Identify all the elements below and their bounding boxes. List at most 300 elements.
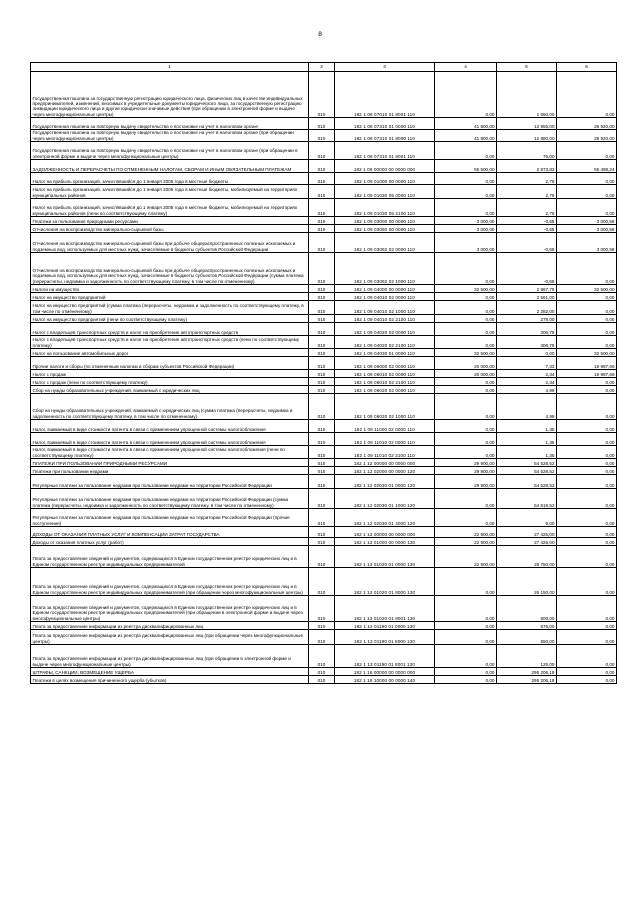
- table-row: [31, 645, 617, 668]
- row-approved-cell: 0,00: [435, 394, 497, 420]
- row-executed-cell: 27 425,00: [497, 527, 557, 538]
- row-name-cell: Плата за предоставление информации из реестра дисквалифицированных лиц (при обращении в электронной форме и выдаче через многофункциональные центры): [31, 645, 309, 668]
- row-unexecuted-cell: 0,00: [557, 527, 617, 538]
- row-code-cell: 010: [309, 72, 335, 118]
- row-code-cell: 010: [309, 475, 335, 489]
- row-name-cell: Платежи за пользование природными ресурсами: [31, 217, 309, 225]
- revenue-table: [30, 62, 617, 684]
- row-executed-cell: -0,58: [497, 233, 557, 253]
- row-unexecuted-cell: 0,00: [557, 459, 617, 467]
- row-approved-cell: 55 500,00: [435, 160, 497, 173]
- row-code-cell: 010: [309, 676, 335, 684]
- row-approved-cell: 0,00: [435, 622, 497, 630]
- row-name-cell: ЗАДОЛЖЕННОСТЬ И ПЕРЕРАСЧЕТЫ ПО ОТМЕНЕННЫМ НАЛОГАМ, СБОРАМ И ИНЫМ ОБЯЗАТЕЛЬНЫМ ПЛАТЕЖАМ: [31, 160, 309, 173]
- row-code-cell: 010: [309, 596, 335, 622]
- row-name-cell: Регулярные платежи за пользование недрами при пользовании недрами на территории Российской Федерации: [31, 475, 309, 489]
- row-kbk-cell: 182 1 09 01030 05 2100 110: [335, 199, 435, 217]
- row-executed-cell: 1,35: [497, 446, 557, 459]
- row-unexecuted-cell: 0,00: [557, 142, 617, 160]
- row-code-cell: 010: [309, 130, 335, 142]
- row-unexecuted-cell: 0,00: [557, 668, 617, 676]
- row-approved-cell: 20 000,00: [435, 370, 497, 378]
- row-name-cell: Налог на пользование автомобильных дорог: [31, 349, 309, 357]
- row-name-cell: Налог с продаж: [31, 370, 309, 378]
- table-row: [31, 160, 617, 173]
- row-name-cell: Налог на прибыль организаций, зачислявшийся до 1 января 2005 года в местные бюджеты, мобилизуемый на территориях муниципальных районов (пени по соответствующему платежу): [31, 199, 309, 217]
- table-row: [31, 475, 617, 489]
- row-unexecuted-cell: 0,00: [557, 253, 617, 285]
- row-code-cell: 010: [309, 357, 335, 370]
- table-row: [31, 225, 617, 233]
- row-executed-cell: 306,79: [497, 336, 557, 349]
- row-unexecuted-cell: 19 997,66: [557, 357, 617, 370]
- row-code-cell: 010: [309, 645, 335, 668]
- row-unexecuted-cell: 0,00: [557, 645, 617, 668]
- row-unexecuted-cell: 32 500,00: [557, 285, 617, 293]
- row-unexecuted-cell: 0,00: [557, 622, 617, 630]
- row-approved-cell: 0,00: [435, 386, 497, 394]
- row-executed-cell: 12 880,00: [497, 130, 557, 142]
- row-approved-cell: 0,00: [435, 596, 497, 622]
- column-header: 4: [435, 63, 497, 72]
- row-executed-cell: 54 528,52: [497, 459, 557, 467]
- row-kbk-cell: 182 1 09 06010 02 2100 110: [335, 378, 435, 386]
- row-kbk-cell: 182 1 13 01020 01 0000 130: [335, 546, 435, 568]
- row-executed-cell: 2,34: [497, 370, 557, 378]
- row-executed-cell: 1,35: [497, 433, 557, 446]
- row-executed-cell: 295 206,19: [497, 676, 557, 684]
- row-approved-cell: 0,00: [435, 446, 497, 459]
- row-kbk-cell: 182 1 13 01190 01 0000 130: [335, 622, 435, 630]
- row-code-cell: 010: [309, 568, 335, 596]
- row-code-cell: 010: [309, 185, 335, 199]
- row-approved-cell: 0,00: [435, 293, 497, 301]
- row-executed-cell: 7,33: [497, 357, 557, 370]
- row-kbk-cell: 182 1 09 00000 00 0000 000: [335, 160, 435, 173]
- row-code-cell: 010: [309, 336, 335, 349]
- table-row: [31, 142, 617, 160]
- row-kbk-cell: 182 1 09 03082 02 0000 110: [335, 233, 435, 253]
- row-kbk-cell: 182 1 09 04010 02 2100 110: [335, 315, 435, 323]
- row-executed-cell: 54 519,52: [497, 489, 557, 509]
- row-name-cell: Сбор на нужды образовательных учреждений, взимаемый с юридических лиц (сумма платежа (перерасчеты, недоимка и задолженность по соответствующему платежу, в том числе по отмененному): [31, 394, 309, 420]
- row-unexecuted-cell: 0,00: [557, 386, 617, 394]
- row-kbk-cell: 182 1 13 01190 01 8001 130: [335, 645, 435, 668]
- table-row: [31, 370, 617, 378]
- row-name-cell: Доходы от оказания платных услуг (работ): [31, 538, 309, 546]
- row-name-cell: Отчисления на воспроизводство минерально-сырьевой базы при добыче общераспространенных полезных ископаемых и подземных вод, используемых для местных нужд, зачисляемые в бюджеты субъектов Российской Федерации (сумма платежа (перерасчеты, недоимка и задолженность по соответствующему платежу, в том числе по отмененному): [31, 253, 309, 285]
- row-approved-cell: 0,00: [435, 378, 497, 386]
- row-code-cell: 010: [309, 446, 335, 459]
- row-name-cell: Прочие налоги и сборы (по отмененным налогам и сборам субъектов Российской Федерации): [31, 357, 309, 370]
- table-row: [31, 357, 617, 370]
- row-kbk-cell: 182 1 08 07310 01 8000 110: [335, 130, 435, 142]
- row-executed-cell: 2 867,79: [497, 285, 557, 293]
- row-code-cell: 010: [309, 301, 335, 315]
- row-name-cell: Налог с владельцев транспортных средств и налог на приобретение автотранспортных средств (пени по соответствующему платежу): [31, 336, 309, 349]
- row-name-cell: Налог на прибыль организаций, зачислявшийся до 1 января 2005 года в местные бюджеты: [31, 173, 309, 185]
- table-row: [31, 349, 617, 357]
- row-name-cell: Налог на имущество предприятий (пени по соответствующему платежу): [31, 315, 309, 323]
- column-header: 3: [335, 63, 435, 72]
- row-unexecuted-cell: 28 920,00: [557, 130, 617, 142]
- row-kbk-cell: 182 1 09 01030 05 0000 110: [335, 185, 435, 199]
- row-executed-cell: 4,99: [497, 386, 557, 394]
- row-executed-cell: 279,00: [497, 315, 557, 323]
- row-executed-cell: 600,00: [497, 596, 557, 622]
- row-executed-cell: 27 425,00: [497, 538, 557, 546]
- row-approved-cell: 22 900,00: [435, 546, 497, 568]
- table-row: [31, 253, 617, 285]
- row-unexecuted-cell: 28 920,00: [557, 118, 617, 130]
- row-kbk-cell: 182 1 09 11010 02 0000 110: [335, 433, 435, 446]
- row-executed-cell: -0,58: [497, 217, 557, 225]
- row-unexecuted-cell: 19 997,66: [557, 370, 617, 378]
- row-approved-cell: 3 000,00: [435, 233, 497, 253]
- row-executed-cell: 2,76: [497, 199, 557, 217]
- row-name-cell: Сбор на нужды образовательных учреждений, взимаемый с юридических лиц: [31, 386, 309, 394]
- row-kbk-cell: 182 1 12 02030 01 4000 120: [335, 509, 435, 527]
- row-kbk-cell: 182 1 12 02030 01 0000 120: [335, 475, 435, 489]
- row-kbk-cell: 182 1 09 03082 02 1000 110: [335, 253, 435, 285]
- row-name-cell: Государственная пошлина за повторную выдачу свидетельства о постановке на учет в налоговом органе: [31, 118, 309, 130]
- row-approved-cell: 0,00: [435, 676, 497, 684]
- row-approved-cell: 0,00: [435, 568, 497, 596]
- table-row: [31, 130, 617, 142]
- table-row: [31, 217, 617, 225]
- row-executed-cell: 1 650,00: [497, 72, 557, 118]
- table-row: [31, 293, 617, 301]
- row-kbk-cell: 182 1 08 07010 01 8001 110: [335, 72, 435, 118]
- table-row: [31, 420, 617, 433]
- row-name-cell: Плата за предоставление информации из реестра дисквалифицированных лиц (при обращении через многофункциональные центры): [31, 630, 309, 645]
- row-approved-cell: 0,00: [435, 315, 497, 323]
- row-executed-cell: 2 873,83: [497, 160, 557, 173]
- row-name-cell: Налог, взимаемый в виде стоимости патента в связи с применением упрощенной системы налогообложения: [31, 420, 309, 433]
- row-approved-cell: 32 500,00: [435, 349, 497, 357]
- row-name-cell: Налог с продаж (пени по соответствующему платежу): [31, 378, 309, 386]
- row-kbk-cell: 182 1 12 00000 00 0000 000: [335, 459, 435, 467]
- row-name-cell: Налоги на имущество: [31, 285, 309, 293]
- row-approved-cell: 0,00: [435, 630, 497, 645]
- row-kbk-cell: 182 1 09 04010 02 1000 110: [335, 301, 435, 315]
- row-kbk-cell: 182 1 09 11010 02 2100 110: [335, 446, 435, 459]
- row-name-cell: Регулярные платежи за пользование недрами при пользовании недрами на территории Российской Федерации (сумма платежа (перерасчеты, недоимка и задолженность по соответствующему платежу, в том числе по отмененному): [31, 489, 309, 509]
- row-unexecuted-cell: 0,00: [557, 199, 617, 217]
- table-row: [31, 668, 617, 676]
- table-header-row: [31, 63, 617, 72]
- row-approved-cell: 22 900,00: [435, 538, 497, 546]
- row-unexecuted-cell: 0,00: [557, 394, 617, 420]
- row-name-cell: Отчисления на воспроизводство минерально-сырьевой базы при добыче общераспространенных полезных ископаемых и подземных вод, используемых для местных нужд, зачисляемые в бюджеты субъектов Российской Федерации: [31, 233, 309, 253]
- row-kbk-cell: 182 1 09 03080 00 0000 110: [335, 225, 435, 233]
- table-row: [31, 199, 617, 217]
- row-executed-cell: 550,00: [497, 630, 557, 645]
- row-approved-cell: 32 500,00: [435, 285, 497, 293]
- row-name-cell: Налог на прибыль организаций, зачислявшийся до 1 января 2005 года в местные бюджеты, мобилизуемый на территориях муниципальных районов: [31, 185, 309, 199]
- row-executed-cell: 2,34: [497, 378, 557, 386]
- row-code-cell: 010: [309, 386, 335, 394]
- row-unexecuted-cell: 0,00: [557, 301, 617, 315]
- row-unexecuted-cell: 0,00: [557, 293, 617, 301]
- table-row: [31, 509, 617, 527]
- row-name-cell: Плата за предоставление сведений и документов, содержащихся в Едином государственном реестре юридических лиц и в Едином государственном реестре индивидуальных предпринимателей: [31, 546, 309, 568]
- row-name-cell: Плата за предоставление информации из реестра дисквалифицированных лиц: [31, 622, 309, 630]
- row-executed-cell: 295 206,19: [497, 668, 557, 676]
- row-approved-cell: 0,00: [435, 323, 497, 336]
- row-kbk-cell: 182 1 13 01190 01 8000 130: [335, 630, 435, 645]
- row-unexecuted-cell: 0,00: [557, 568, 617, 596]
- row-kbk-cell: 182 1 08 07310 01 8001 110: [335, 142, 435, 160]
- row-unexecuted-cell: 3 000,58: [557, 225, 617, 233]
- row-kbk-cell: 182 1 09 04030 01 0000 110: [335, 349, 435, 357]
- row-unexecuted-cell: 0,00: [557, 446, 617, 459]
- row-name-cell: Отчисления на воспроизводство минерально-сырьевой базы: [31, 225, 309, 233]
- row-kbk-cell: 182 1 09 04020 02 0000 110: [335, 323, 435, 336]
- row-approved-cell: 0,00: [435, 336, 497, 349]
- row-executed-cell: 2,76: [497, 185, 557, 199]
- row-kbk-cell: 182 1 13 01000 00 0000 130: [335, 538, 435, 546]
- row-code-cell: 010: [309, 630, 335, 645]
- row-unexecuted-cell: 0,00: [557, 420, 617, 433]
- row-kbk-cell: 182 1 09 03000 00 0000 110: [335, 217, 435, 225]
- table-row: [31, 538, 617, 546]
- row-approved-cell: 0,00: [435, 433, 497, 446]
- row-name-cell: Налог, взимаемый в виде стоимости патента в связи с применением упрощенной системы налогообложения: [31, 433, 309, 446]
- row-unexecuted-cell: 0,00: [557, 378, 617, 386]
- row-code-cell: 010: [309, 538, 335, 546]
- table-row: [31, 489, 617, 509]
- table-row: [31, 72, 617, 118]
- table-row: [31, 527, 617, 538]
- row-approved-cell: 0,00: [435, 185, 497, 199]
- row-unexecuted-cell: 55 498,24: [557, 160, 617, 173]
- row-unexecuted-cell: 0,00: [557, 323, 617, 336]
- row-executed-cell: 54 528,52: [497, 467, 557, 475]
- row-code-cell: 010: [309, 546, 335, 568]
- table-row: [31, 630, 617, 645]
- row-unexecuted-cell: 0,00: [557, 538, 617, 546]
- row-name-cell: Государственная пошлина за повторную выдачу свидетельства о постановке на учет в налоговом органе (при обращении в электронной форме и выдаче через многофункциональные центры): [31, 142, 309, 160]
- row-approved-cell: 0,00: [435, 645, 497, 668]
- row-kbk-cell: 182 1 09 04020 02 2100 110: [335, 336, 435, 349]
- table-row: [31, 467, 617, 475]
- row-code-cell: 010: [309, 668, 335, 676]
- row-code-cell: 010: [309, 160, 335, 173]
- table-row: [31, 446, 617, 459]
- row-name-cell: Налог, взимаемый в виде стоимости патента в связи с применением упрощенной системы налогообложения (пени по соответствующему платежу): [31, 446, 309, 459]
- row-executed-cell: 26 750,00: [497, 546, 557, 568]
- row-approved-cell: 0,00: [435, 142, 497, 160]
- row-unexecuted-cell: 0,00: [557, 630, 617, 645]
- row-kbk-cell: 182 1 12 02030 01 1000 120: [335, 489, 435, 509]
- table-row: [31, 433, 617, 446]
- row-executed-cell: 75,00: [497, 142, 557, 160]
- row-unexecuted-cell: 3 000,58: [557, 233, 617, 253]
- row-approved-cell: 22 900,00: [435, 527, 497, 538]
- row-name-cell: Регулярные платежи за пользование недрами при пользовании недрами на территории Российской Федерации (прочие поступления): [31, 509, 309, 527]
- row-kbk-cell: 182 1 13 01020 01 8001 130: [335, 596, 435, 622]
- table-row: [31, 386, 617, 394]
- row-kbk-cell: 182 1 13 00000 00 0000 000: [335, 527, 435, 538]
- row-code-cell: 010: [309, 253, 335, 285]
- table-row: [31, 622, 617, 630]
- row-code-cell: 010: [309, 394, 335, 420]
- row-executed-cell: 125,00: [497, 645, 557, 668]
- row-unexecuted-cell: 0,00: [557, 676, 617, 684]
- column-header: 2: [309, 63, 335, 72]
- row-name-cell: ДОХОДЫ ОТ ОКАЗАНИЯ ПЛАТНЫХ УСЛУГ И КОМПЕНСАЦИИ ЗАТРАТ ГОСУДАРСТВА: [31, 527, 309, 538]
- table-body: [31, 72, 617, 684]
- row-code-cell: 010: [309, 467, 335, 475]
- row-approved-cell: 0,00: [435, 199, 497, 217]
- row-unexecuted-cell: 0,00: [557, 185, 617, 199]
- column-header: 5: [497, 63, 557, 72]
- table-row: [31, 596, 617, 622]
- table-row: [31, 323, 617, 336]
- row-code-cell: 010: [309, 199, 335, 217]
- row-code-cell: 010: [309, 142, 335, 160]
- row-name-cell: Государственная пошлина за государственную регистрацию юридического лица, физических лиц в качестве индивидуальных предпринимателей, изменений, вносимых в учредительные документы юридического лица, за государственную регистрацию ликвидации юридического лица и другие юридически значимые действия (при обращении в электронной форме и выдаче через многофункциональные центры): [31, 72, 309, 118]
- row-executed-cell: 9,00: [497, 509, 557, 527]
- row-kbk-cell: 182 1 09 01000 00 0000 110: [335, 173, 435, 185]
- row-approved-cell: 0,00: [435, 489, 497, 509]
- row-kbk-cell: 182 1 09 06020 02 1000 110: [335, 394, 435, 420]
- row-approved-cell: 41 800,00: [435, 130, 497, 142]
- row-executed-cell: 54 528,52: [497, 475, 557, 489]
- row-executed-cell: 2 282,00: [497, 301, 557, 315]
- row-code-cell: 010: [309, 349, 335, 357]
- row-code-cell: 010: [309, 315, 335, 323]
- row-executed-cell: 306,79: [497, 323, 557, 336]
- row-executed-cell: 2 561,00: [497, 293, 557, 301]
- row-code-cell: 010: [309, 225, 335, 233]
- row-name-cell: ШТРАФЫ, САНКЦИИ, ВОЗМЕЩЕНИЕ УЩЕРБА: [31, 668, 309, 676]
- row-approved-cell: 29 900,00: [435, 459, 497, 467]
- row-unexecuted-cell: 32 500,00: [557, 349, 617, 357]
- row-executed-cell: 12 955,00: [497, 118, 557, 130]
- row-name-cell: Налог на имущество предприятий (сумма платежа (перерасчеты, недоимка и задолженность по соответствующему платежу, в том числе по отмененному): [31, 301, 309, 315]
- table-row: [31, 285, 617, 293]
- row-kbk-cell: 182 1 12 02000 00 0000 120: [335, 467, 435, 475]
- table-row: [31, 118, 617, 130]
- row-code-cell: 010: [309, 509, 335, 527]
- row-executed-cell: 26 150,00: [497, 568, 557, 596]
- row-approved-cell: 29 900,00: [435, 475, 497, 489]
- row-code-cell: 010: [309, 459, 335, 467]
- row-code-cell: 010: [309, 173, 335, 185]
- row-name-cell: Налог на имущество предприятий: [31, 293, 309, 301]
- row-code-cell: 010: [309, 217, 335, 225]
- table-row: [31, 336, 617, 349]
- row-unexecuted-cell: 0,00: [557, 336, 617, 349]
- row-kbk-cell: 182 1 16 10000 00 0000 140: [335, 676, 435, 684]
- row-kbk-cell: 182 1 09 06010 02 0000 110: [335, 370, 435, 378]
- row-code-cell: 010: [309, 527, 335, 538]
- row-approved-cell: 3 000,00: [435, 217, 497, 225]
- table-row: [31, 459, 617, 467]
- row-unexecuted-cell: 3 000,58: [557, 217, 617, 225]
- row-code-cell: 010: [309, 378, 335, 386]
- row-approved-cell: 41 800,00: [435, 118, 497, 130]
- table-row: [31, 301, 617, 315]
- row-executed-cell: 1,35: [497, 420, 557, 433]
- row-code-cell: 010: [309, 293, 335, 301]
- row-unexecuted-cell: 0,00: [557, 467, 617, 475]
- table-row: [31, 568, 617, 596]
- row-approved-cell: 0,00: [435, 509, 497, 527]
- row-name-cell: Платежи в целях возмещения причиненного ущерба (убытков): [31, 676, 309, 684]
- row-unexecuted-cell: 0,00: [557, 315, 617, 323]
- row-executed-cell: 2,76: [497, 173, 557, 185]
- row-unexecuted-cell: 0,00: [557, 546, 617, 568]
- row-code-cell: 010: [309, 489, 335, 509]
- row-kbk-cell: 182 1 09 06020 02 0000 110: [335, 386, 435, 394]
- row-approved-cell: 0,00: [435, 173, 497, 185]
- row-code-cell: 010: [309, 285, 335, 293]
- row-executed-cell: 4,99: [497, 394, 557, 420]
- row-name-cell: Плата за предоставление сведений и документов, содержащихся в Едином государственном реестре юридических лиц и в Едином государственном реестре индивидуальных предпринимателей (при обращении в электронной форме и выдаче через многофункциональные центры): [31, 596, 309, 622]
- row-kbk-cell: 182 1 09 04000 00 0000 110: [335, 285, 435, 293]
- row-code-cell: 010: [309, 420, 335, 433]
- table-row: [31, 233, 617, 253]
- page-number: 8: [318, 31, 322, 38]
- row-name-cell: Государственная пошлина за повторную выдачу свидетельства о постановке на учет в налоговом органе (при обращении через многофункциональные центры): [31, 130, 309, 142]
- row-executed-cell: -0,58: [497, 225, 557, 233]
- table-row: [31, 676, 617, 684]
- row-name-cell: Плата за предоставление сведений и документов, содержащихся в Едином государственном реестре юридических лиц и в Едином государственном реестре индивидуальных предпринимателей (при обращении через многофункциональные центры): [31, 568, 309, 596]
- row-kbk-cell: 182 1 09 04010 02 0000 110: [335, 293, 435, 301]
- row-approved-cell: 0,00: [435, 420, 497, 433]
- table-row: [31, 173, 617, 185]
- row-approved-cell: 0,00: [435, 301, 497, 315]
- column-header: 6: [557, 63, 617, 72]
- row-unexecuted-cell: 0,00: [557, 509, 617, 527]
- column-header: 1: [31, 63, 309, 72]
- table-row: [31, 394, 617, 420]
- row-unexecuted-cell: 0,00: [557, 475, 617, 489]
- row-kbk-cell: 182 1 09 06000 02 0000 110: [335, 357, 435, 370]
- row-name-cell: ПЛАТЕЖИ ПРИ ПОЛЬЗОВАНИИ ПРИРОДНЫМИ РЕСУРСАМИ: [31, 459, 309, 467]
- row-kbk-cell: 182 1 13 01020 01 8000 130: [335, 568, 435, 596]
- row-approved-cell: 29 900,00: [435, 467, 497, 475]
- row-code-cell: 010: [309, 433, 335, 446]
- row-kbk-cell: 182 1 08 07310 01 0000 110: [335, 118, 435, 130]
- row-unexecuted-cell: 0,00: [557, 489, 617, 509]
- row-approved-cell: 0,00: [435, 253, 497, 285]
- row-code-cell: 010: [309, 233, 335, 253]
- row-code-cell: 010: [309, 323, 335, 336]
- row-code-cell: 010: [309, 622, 335, 630]
- row-unexecuted-cell: 0,00: [557, 173, 617, 185]
- row-unexecuted-cell: 0,00: [557, 433, 617, 446]
- row-name-cell: Платежи при пользовании недрами: [31, 467, 309, 475]
- table-row: [31, 378, 617, 386]
- row-kbk-cell: 182 1 09 11000 02 0000 110: [335, 420, 435, 433]
- row-approved-cell: 0,00: [435, 668, 497, 676]
- row-name-cell: Налог с владельцев транспортных средств и налог на приобретение автотранспортных средств: [31, 323, 309, 336]
- row-executed-cell: -0,58: [497, 253, 557, 285]
- row-kbk-cell: 182 1 16 00000 00 0000 000: [335, 668, 435, 676]
- row-approved-cell: 20 000,00: [435, 357, 497, 370]
- table-row: [31, 315, 617, 323]
- row-code-cell: 010: [309, 118, 335, 130]
- row-approved-cell: 3 000,00: [435, 225, 497, 233]
- row-executed-cell: 0,00: [497, 349, 557, 357]
- table-row: [31, 546, 617, 568]
- row-unexecuted-cell: 0,00: [557, 72, 617, 118]
- table-row: [31, 185, 617, 199]
